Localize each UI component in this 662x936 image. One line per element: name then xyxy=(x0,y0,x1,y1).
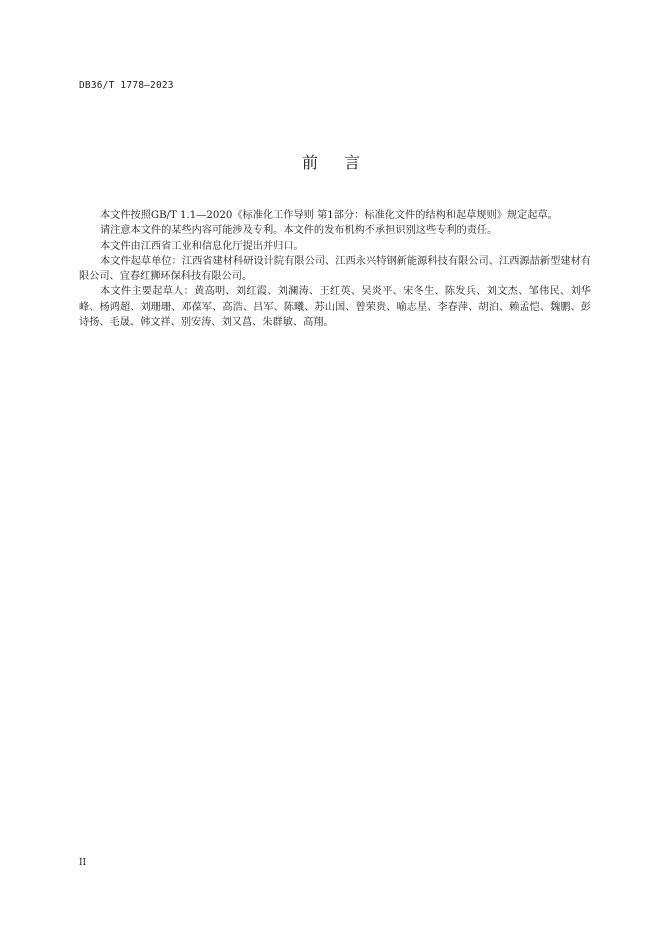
page-number: II xyxy=(79,858,87,868)
paragraph-drafting-units: 本文件起草单位：江西省建材科研设计院有限公司、江西永兴特钢新能源科技有限公司、江西源喆新型建材有限公司、宜春红狮环保科技有限公司。 xyxy=(79,255,591,283)
document-code: DB36/T 1778—2023 xyxy=(79,80,174,91)
paragraph-proposer: 本文件由江西省工业和信息化厅提出并归口。 xyxy=(100,240,304,252)
section-title: 前言 xyxy=(301,153,386,172)
paragraph-drafting-rules: 本文件按照GB/T 1.1—2020《标准化工作导则 第1部分：标准化文件的结构和起草规则》规定起草。 xyxy=(100,210,558,221)
paragraph-patent-notice: 请注意本文件的某些内容可能涉及专利。本文件的发布机构不承担识别这些专利的责任。 xyxy=(100,225,498,237)
foreword-body xyxy=(79,208,591,330)
paragraph-drafters: 本文件主要起草人：黄高明、刘红霞、刘澜涛、王红英、吴炎平、宋冬生、陈发兵、刘文杰、邹伟民、刘华峰、杨鸿超、刘珊珊、邓葆军、高浩、吕军、陈曦、苏山国、曾荣贵、喻志星、李春萍、胡泊、赖孟恺、魏鹏、彭诗扬、毛晟、韩文祥、别安涛、刘又菖、朱群敏、高翔。 xyxy=(79,286,591,329)
